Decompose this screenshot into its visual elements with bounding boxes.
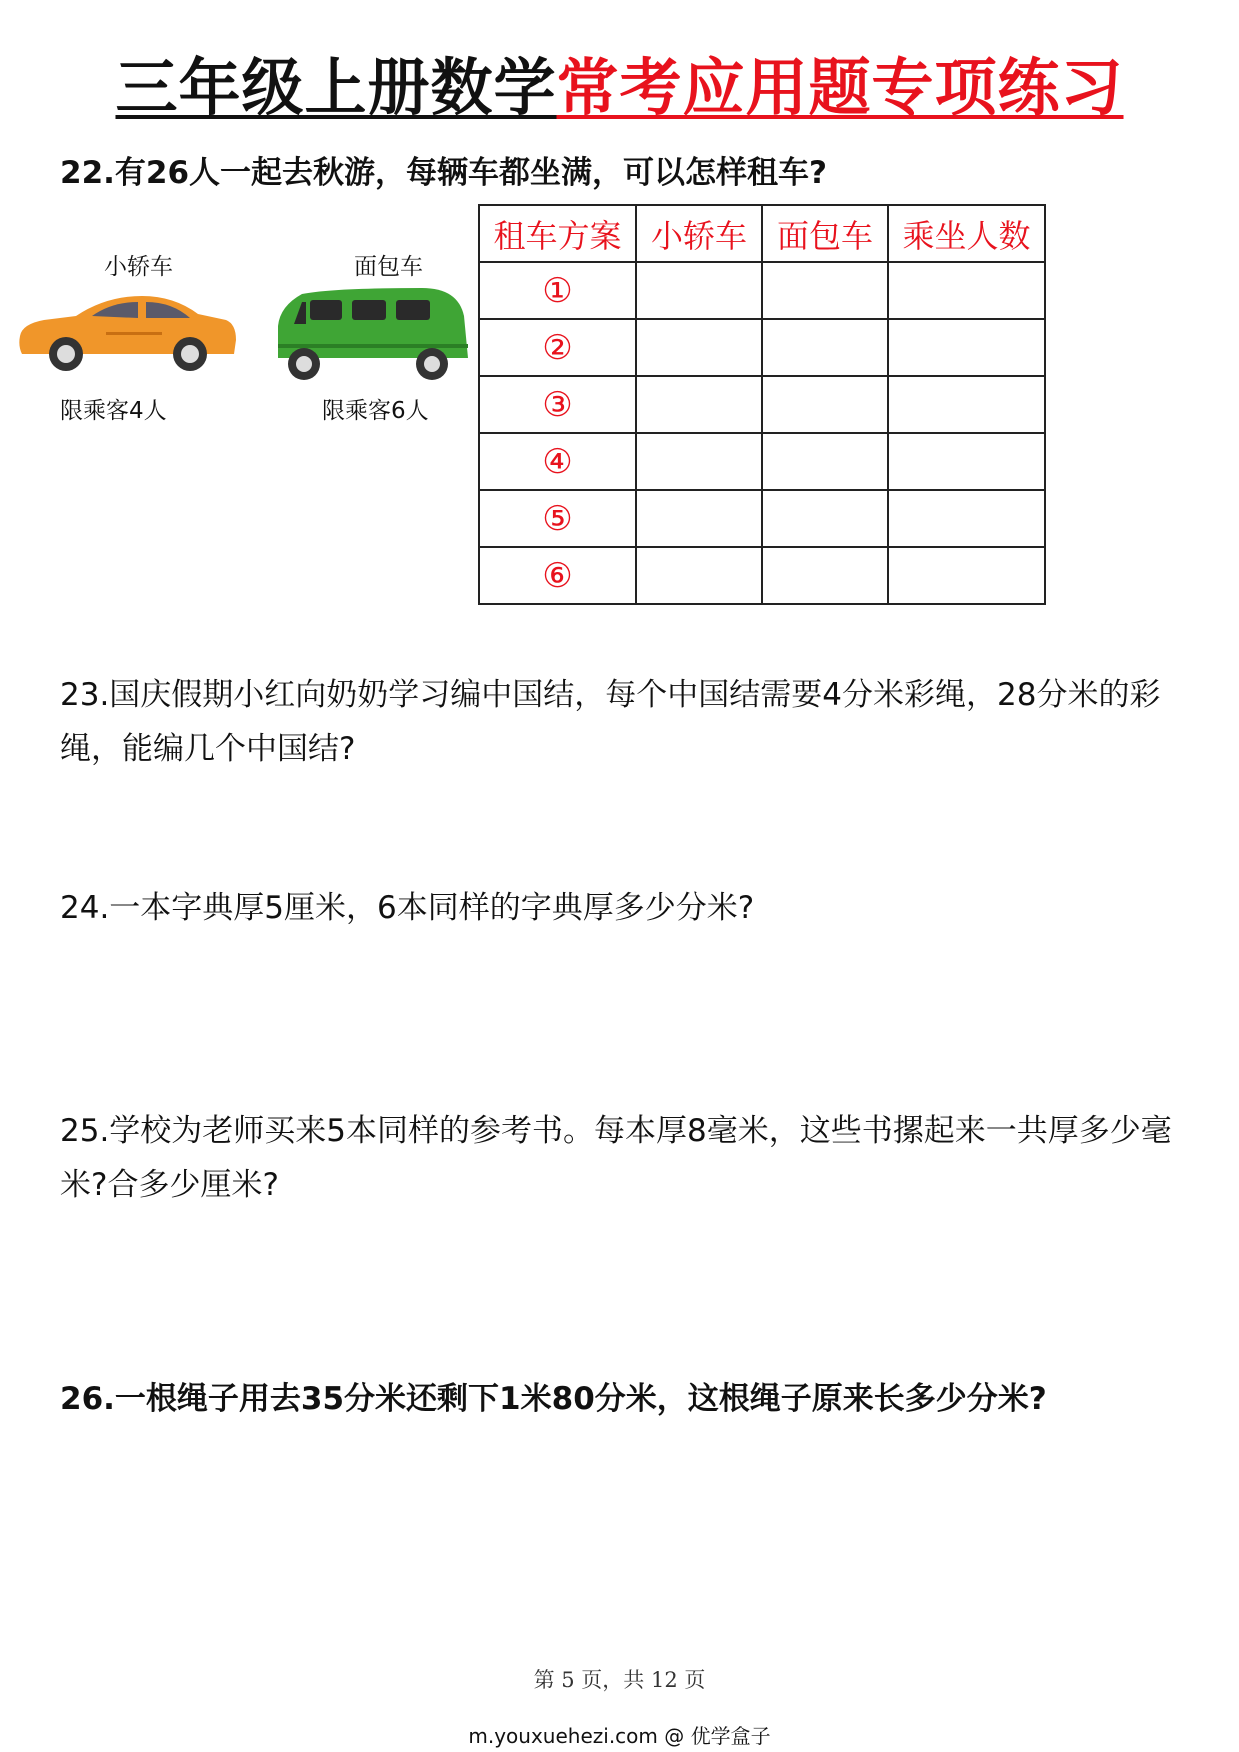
answer-cell[interactable] — [762, 319, 888, 376]
header-plan: 租车方案 — [479, 205, 636, 262]
answer-cell[interactable] — [888, 490, 1045, 547]
rental-plan-table — [478, 204, 1046, 605]
table-row — [479, 547, 1045, 604]
question-22: 22.有26人一起去秋游，每辆车都坐满，可以怎样租车? — [60, 155, 828, 191]
plan-number: ② — [479, 319, 636, 376]
answer-cell[interactable] — [888, 433, 1045, 490]
table-header-row — [479, 205, 1045, 262]
plan-number: ③ — [479, 376, 636, 433]
table-row — [479, 376, 1045, 433]
van-capacity: 限乘客6人 — [322, 398, 429, 424]
answer-cell[interactable] — [888, 319, 1045, 376]
answer-cell[interactable] — [636, 433, 762, 490]
table-row — [479, 319, 1045, 376]
plan-number: ① — [479, 262, 636, 319]
answer-cell[interactable] — [636, 547, 762, 604]
table-row — [479, 262, 1045, 319]
question-23: 23.国庆假期小红向奶奶学习编中国结，每个中国结需要4分米彩绳，28分米的彩绳，能编几个中国结? — [60, 677, 1161, 767]
header-passengers: 乘坐人数 — [888, 205, 1045, 262]
answer-cell[interactable] — [762, 376, 888, 433]
answer-cell[interactable] — [636, 319, 762, 376]
plan-number: ④ — [479, 433, 636, 490]
sedan-name: 小轿车 — [104, 254, 173, 280]
table-row — [479, 433, 1045, 490]
question-24: 24.一本字典厚5厘米，6本同样的字典厚多少分米? — [60, 890, 755, 926]
table-row — [479, 490, 1045, 547]
title-part-2: 常考应用题专项练习 — [556, 51, 1124, 124]
answer-cell[interactable] — [762, 490, 888, 547]
answer-cell[interactable] — [636, 262, 762, 319]
answer-cell[interactable] — [762, 262, 888, 319]
van-car-icon — [272, 286, 472, 382]
answer-cell[interactable] — [636, 376, 762, 433]
sedan-capacity: 限乘客4人 — [60, 398, 167, 424]
answer-cell[interactable] — [888, 262, 1045, 319]
question-26: 26.一根绳子用去35分米还剩下1米80分米，这根绳子原来长多少分米? — [60, 1381, 1047, 1417]
page-title — [0, 48, 1239, 128]
page-number: 第 5 页，共 12 页 — [533, 1668, 706, 1692]
sedan-car-icon — [14, 288, 239, 372]
answer-cell[interactable] — [888, 547, 1045, 604]
site-watermark: m.youxuehezi.com @ 优学盒子 — [468, 1724, 771, 1748]
header-van: 面包车 — [762, 205, 888, 262]
plan-number: ⑥ — [479, 547, 636, 604]
title-part-1: 三年级上册数学 — [115, 51, 557, 124]
header-sedan: 小轿车 — [636, 205, 762, 262]
question-25: 25.学校为老师买来5本同样的参考书。每本厚8毫米，这些书摞起来一共厚多少毫米?合多少厘米? — [60, 1113, 1172, 1203]
answer-cell[interactable] — [888, 376, 1045, 433]
answer-cell[interactable] — [762, 433, 888, 490]
answer-cell[interactable] — [636, 490, 762, 547]
plan-number: ⑤ — [479, 490, 636, 547]
answer-cell[interactable] — [762, 547, 888, 604]
van-name: 面包车 — [354, 254, 423, 280]
